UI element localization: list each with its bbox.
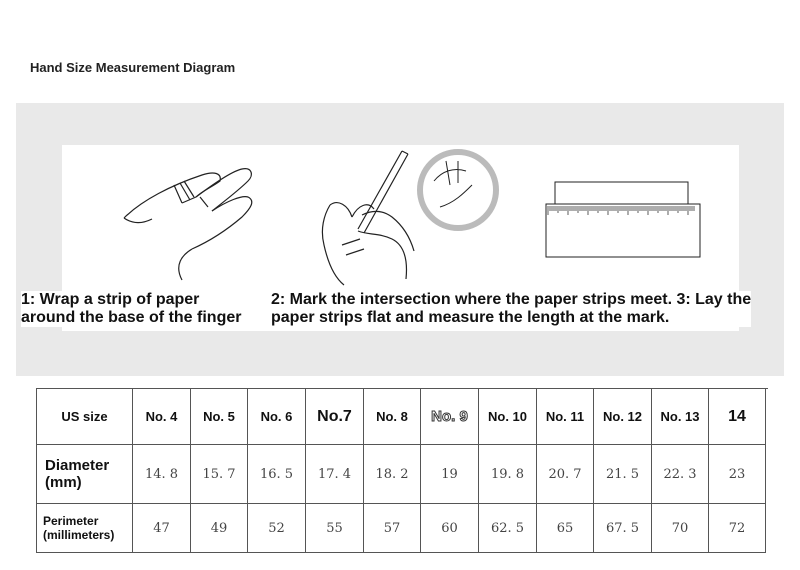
diameter-label-line-2: (mm)	[45, 474, 82, 491]
size-row-label: US size	[37, 389, 133, 445]
perimeter-cell: 47	[133, 504, 191, 553]
size-cell: No. 5	[191, 389, 248, 445]
step-1-line-2: around the base of the finger	[21, 309, 242, 326]
page-title: Hand Size Measurement Diagram	[30, 60, 236, 75]
perimeter-cell: 49	[191, 504, 248, 553]
size-cell: No.7	[306, 389, 364, 445]
perimeter-label-line-2: (millimeters)	[43, 528, 115, 542]
step-1-line-1: 1: Wrap a strip of paper	[21, 291, 200, 308]
diameter-cell: 23	[709, 445, 766, 504]
diameter-cell: 21. 5	[594, 445, 652, 504]
size-cell: No. 9	[421, 389, 479, 445]
size-cell: No. 8	[364, 389, 421, 445]
diameter-cells	[133, 445, 766, 504]
diameter-cell: 15. 7	[191, 445, 248, 504]
size-cell: No. 10	[479, 389, 537, 445]
perimeter-cell: 57	[364, 504, 421, 553]
perimeter-row	[37, 504, 766, 553]
perimeter-cell: 55	[306, 504, 364, 553]
perimeter-row-label	[37, 504, 133, 553]
perimeter-cell: 72	[709, 504, 766, 553]
step-1-instruction	[21, 291, 241, 327]
diameter-cell: 20. 7	[537, 445, 594, 504]
perimeter-cells	[133, 504, 766, 553]
size-cell: No. 12	[594, 389, 652, 445]
diameter-cell: 18. 2	[364, 445, 421, 504]
zoom-circle	[420, 152, 496, 228]
diameter-cell: 14. 8	[133, 445, 191, 504]
diameter-cell: 16. 5	[248, 445, 306, 504]
step-2-line-1: 2: Mark the intersection where the paper strips meet. 3: Lay the	[271, 291, 752, 308]
step-2-3-instruction	[271, 291, 751, 327]
size-cell: No. 13	[652, 389, 709, 445]
size-cells	[133, 389, 766, 445]
step-2-line-2: paper strips flat and measure the length at the mark.	[271, 309, 670, 326]
perimeter-label-line-1: Perimeter	[43, 514, 99, 528]
hand-wrap-illustration	[124, 169, 252, 280]
size-cell: No. 4	[133, 389, 191, 445]
perimeter-cell: 67. 5	[594, 504, 652, 553]
diameter-cell: 19. 8	[479, 445, 537, 504]
size-cell: No. 6	[248, 389, 306, 445]
perimeter-cell: 52	[248, 504, 306, 553]
ruler-illustration	[546, 182, 700, 257]
size-cell: 14	[709, 389, 766, 445]
diameter-cell: 22. 3	[652, 445, 709, 504]
perimeter-cell: 65	[537, 504, 594, 553]
size-row	[37, 389, 766, 445]
diameter-label-line-1: Diameter	[45, 457, 110, 474]
size-table	[36, 388, 768, 553]
diameter-cell: 17. 4	[306, 445, 364, 504]
hand-mark-illustration	[322, 151, 414, 285]
diameter-row	[37, 445, 766, 504]
perimeter-cell: 70	[652, 504, 709, 553]
size-cell: No. 11	[537, 389, 594, 445]
perimeter-cell: 60	[421, 504, 479, 553]
diameter-row-label	[37, 445, 133, 504]
perimeter-cell: 62. 5	[479, 504, 537, 553]
diameter-cell: 19	[421, 445, 479, 504]
